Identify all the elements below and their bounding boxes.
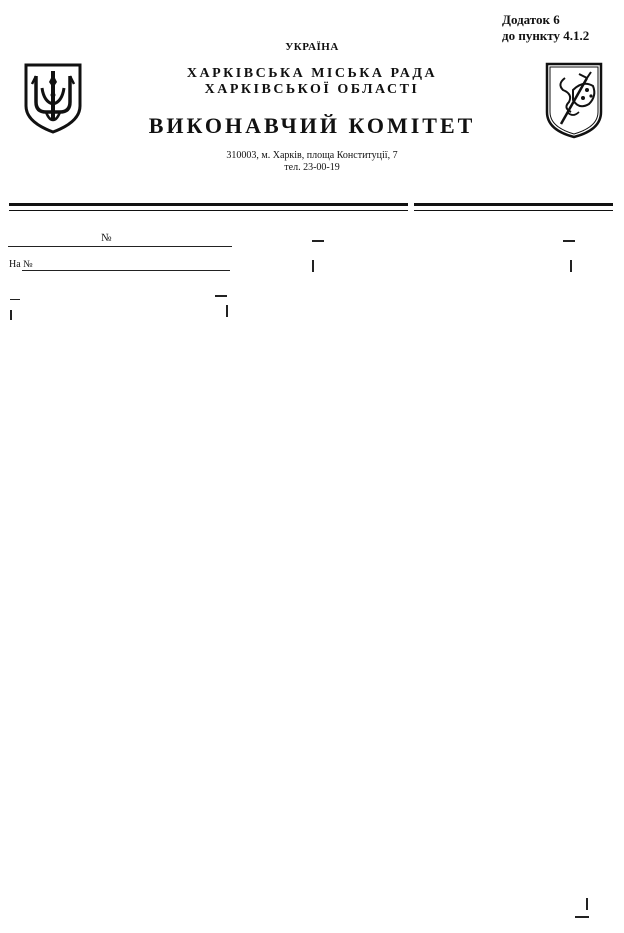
corner-mark [570,260,572,272]
outgoing-number-label: № [101,232,112,244]
corner-mark [563,240,575,242]
header-rule-thin [9,210,613,211]
corner-mark [10,310,12,320]
outgoing-number-line [8,246,232,247]
corner-mark [575,916,589,918]
reply-number-label: На № [9,259,33,270]
council-name [0,66,624,98]
appendix-line-2: до пункту 4.1.2 [502,28,590,43]
country-name: УКРАЇНА [285,41,339,53]
appendix-note [502,12,589,44]
corner-mark [312,240,324,242]
corner-mark [312,260,314,272]
phone-line: тел. 23-00-19 [284,162,340,173]
reply-number-line [22,270,230,271]
corner-mark [10,299,20,300]
committee-title: ВИКОНАВЧИЙ КОМІТЕТ [148,113,476,138]
corner-mark [215,295,227,297]
corner-mark [226,305,228,317]
address-line: 310003, м. Харків, площа Конституції, 7 [226,150,398,161]
address-block [0,150,624,174]
council-line-2: ХАРКІВСЬКОЇ ОБЛАСТІ [204,82,420,97]
corner-mark [586,898,588,910]
header-rule-gap [408,200,414,213]
appendix-line-1: Додаток 6 [502,12,560,27]
header-rule-thick [9,203,613,206]
council-line-1: ХАРКІВСЬКА МІСЬКА РАДА [186,66,438,81]
